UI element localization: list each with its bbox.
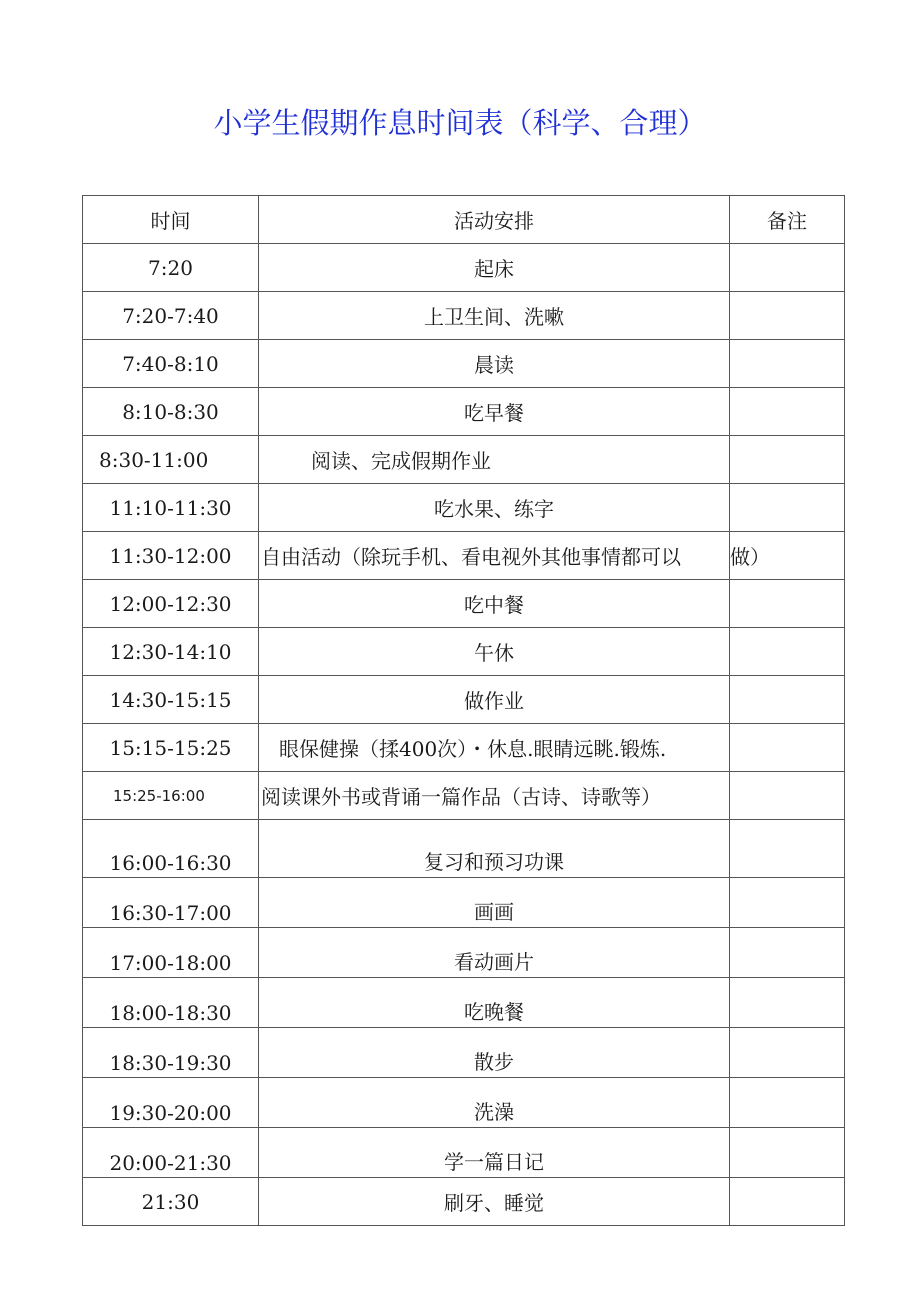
time-cell: 12:30-14:10: [83, 628, 259, 676]
table-row: [83, 1128, 845, 1178]
note-cell: [730, 1078, 845, 1128]
table-row: [83, 978, 845, 1028]
note-cell: [730, 628, 845, 676]
note-cell: [730, 928, 845, 978]
table-row: [83, 724, 845, 772]
note-cell: [730, 580, 845, 628]
activity-cell: 学一篇日记: [259, 1128, 730, 1178]
table-row: [83, 436, 845, 484]
note-cell: [730, 724, 845, 772]
note-cell: [730, 1178, 845, 1226]
page-title: 小学生假期作息时间表（科学、合理）: [213, 106, 707, 140]
time-cell: 15:25-16:00: [83, 772, 259, 820]
note-cell: 做）: [730, 532, 845, 580]
table-row: [83, 1028, 845, 1078]
activity-cell: 洗澡: [259, 1078, 730, 1128]
table-row: [83, 878, 845, 928]
activity-cell: 做作业: [259, 676, 730, 724]
time-cell: 20:00-21:30: [83, 1128, 259, 1178]
table-row: [83, 484, 845, 532]
activity-cell: 阅读、完成假期作业: [259, 436, 730, 484]
time-cell: 18:00-18:30: [83, 978, 259, 1028]
activity-cell: 晨读: [259, 340, 730, 388]
activity-cell: 画画: [259, 878, 730, 928]
time-cell: 18:30-19:30: [83, 1028, 259, 1078]
table-row: [83, 580, 845, 628]
time-cell: 11:30-12:00: [83, 532, 259, 580]
note-cell: [730, 388, 845, 436]
activity-cell: 起床: [259, 244, 730, 292]
activity-cell: 上卫生间、洗嗽: [259, 292, 730, 340]
table-row: [83, 1078, 845, 1128]
activity-cell: 吃早餐: [259, 388, 730, 436]
time-cell: 7:40-8:10: [83, 340, 259, 388]
note-cell: [730, 1128, 845, 1178]
header-activity: 活动安排: [259, 196, 730, 244]
table-row: [83, 532, 845, 580]
time-cell: 15:15-15:25: [83, 724, 259, 772]
note-cell: [730, 772, 845, 820]
activity-cell: 刷牙、睡觉: [259, 1178, 730, 1226]
activity-cell: 眼保健操（揉400次）・休息.眼睛远眺.锻炼.: [259, 724, 730, 772]
time-cell: 17:00-18:00: [83, 928, 259, 978]
table-row: [83, 1178, 845, 1226]
activity-cell: 看动画片: [259, 928, 730, 978]
table-row: [83, 340, 845, 388]
time-cell: 7:20-7:40: [83, 292, 259, 340]
schedule-table: [82, 195, 845, 1226]
table-row: [83, 928, 845, 978]
time-cell: 16:00-16:30: [83, 820, 259, 878]
note-cell: [730, 436, 845, 484]
activity-cell: 复习和预习功课: [259, 820, 730, 878]
note-cell: [730, 484, 845, 532]
activity-cell: 阅读课外书或背诵一篇作品（古诗、诗歌等）: [259, 772, 730, 820]
activity-cell: 吃晚餐: [259, 978, 730, 1028]
note-cell: [730, 292, 845, 340]
table-row: [83, 628, 845, 676]
note-cell: [730, 820, 845, 878]
activity-cell: 吃中餐: [259, 580, 730, 628]
time-cell: 7:20: [83, 244, 259, 292]
activity-cell: 午休: [259, 628, 730, 676]
header-note: 备注: [730, 196, 845, 244]
note-cell: [730, 978, 845, 1028]
note-cell: [730, 340, 845, 388]
table-row: [83, 676, 845, 724]
time-cell: 16:30-17:00: [83, 878, 259, 928]
note-cell: [730, 878, 845, 928]
table-row: [83, 388, 845, 436]
table-row: [83, 772, 845, 820]
time-cell: 21:30: [83, 1178, 259, 1226]
activity-cell: 自由活动（除玩手机、看电视外其他事情都可以: [259, 532, 730, 580]
time-cell: 14:30-15:15: [83, 676, 259, 724]
table-header-row: [83, 196, 845, 244]
table-row: [83, 820, 845, 878]
time-cell: 12:00-12:30: [83, 580, 259, 628]
activity-cell: 散步: [259, 1028, 730, 1078]
time-cell: 11:10-11:30: [83, 484, 259, 532]
table-row: [83, 244, 845, 292]
note-cell: [730, 244, 845, 292]
table-row: [83, 292, 845, 340]
time-cell: 8:30-11:00: [83, 436, 259, 484]
note-cell: [730, 1028, 845, 1078]
time-cell: 8:10-8:30: [83, 388, 259, 436]
note-cell: [730, 676, 845, 724]
activity-cell: 吃水果、练字: [259, 484, 730, 532]
header-time: 时间: [83, 196, 259, 244]
time-cell: 19:30-20:00: [83, 1078, 259, 1128]
